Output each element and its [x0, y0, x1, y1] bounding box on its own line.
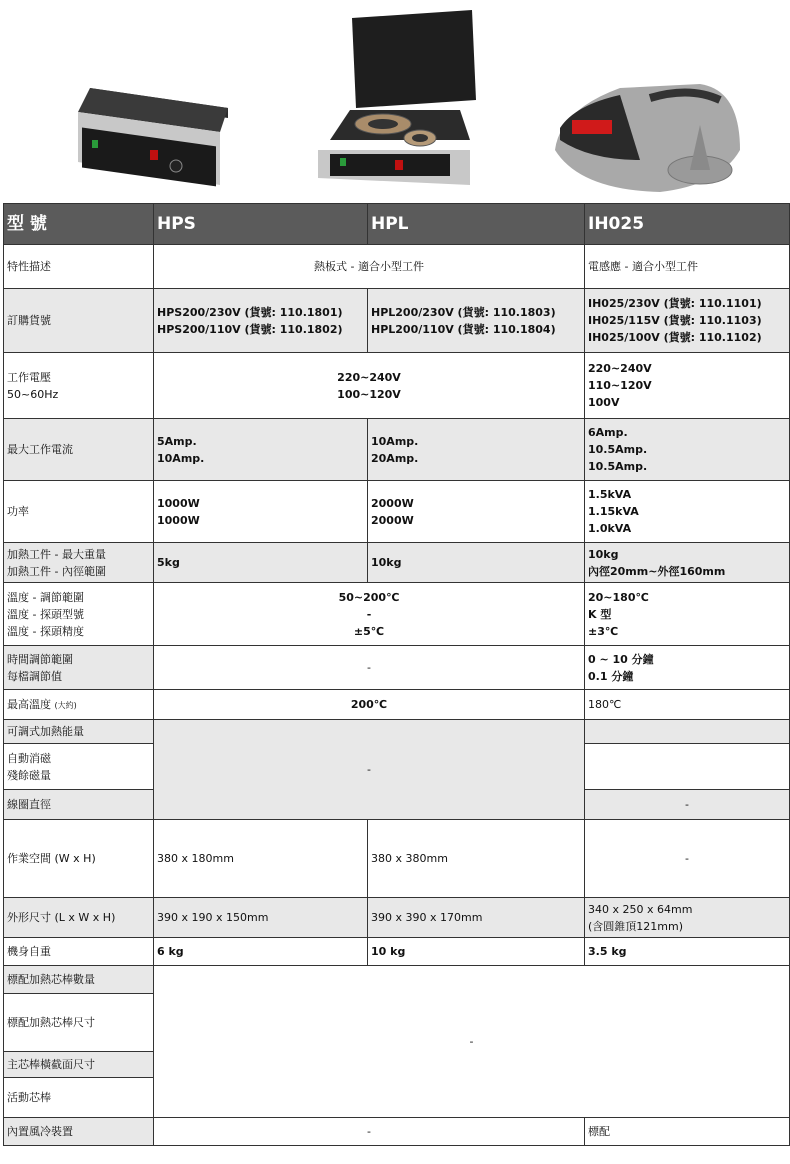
cell-hpl: HPL200/230V (貨號: 110.1803) HPL200/110V (貨號: 110.1804) [368, 289, 585, 353]
row-label: 自動消磁 殘餘磁量 [4, 744, 154, 790]
hps-product-image [78, 88, 228, 186]
cell-hps: 1000W 1000W [154, 481, 368, 543]
spec-table [3, 203, 790, 1146]
row-label: 可調式加熱能量 [4, 720, 154, 744]
row-self [4, 938, 790, 966]
ih025-product-image [555, 84, 740, 192]
cell-ih: 20~180℃ K 型 ±3℃ [585, 583, 790, 646]
cell-ih: 340 x 250 x 64mm (含圓錐頂121mm) [585, 898, 790, 938]
cell-hp: 220~240V 100~120V [154, 353, 585, 419]
row-label: 加熱工件 - 最大重量 加熱工件 - 內徑範圍 [4, 543, 154, 583]
row-temp [4, 583, 790, 646]
row-label: 主芯棒橫截面尺寸 [4, 1052, 154, 1078]
row-bars [4, 966, 790, 994]
cell-hpl: 10Amp. 20Amp. [368, 419, 585, 481]
cell-ih: 電感應 - 適合小型工件 [585, 245, 790, 289]
row-label: 溫度 - 調節範圍 溫度 - 探頭型號 溫度 - 探頭精度 [4, 583, 154, 646]
row-label: 最大工作電流 [4, 419, 154, 481]
cell-hp: - [154, 720, 585, 820]
cell-ih: - [585, 790, 790, 820]
cell-hp: 50~200℃ - ±5℃ [154, 583, 585, 646]
cell-hps: 6 kg [154, 938, 368, 966]
row-volt [4, 353, 790, 419]
cell-ih: 10kg 內徑20mm~外徑160mm [585, 543, 790, 583]
row-label: 外形尺寸 (L x W x H) [4, 898, 154, 938]
row-weight [4, 543, 790, 583]
cell-hpl: 10 kg [368, 938, 585, 966]
row-label: 內置風冷裝置 [4, 1118, 154, 1146]
cell-ih: 180℃ [585, 690, 790, 720]
row-label: 特性描述 [4, 245, 154, 289]
header-hpl: HPL [368, 204, 585, 245]
cell-all: - [154, 966, 790, 1118]
header-row [4, 204, 790, 245]
cell-hpl: 380 x 380mm [368, 820, 585, 898]
cell-ih: 0 ~ 10 分鐘 0.1 分鐘 [585, 646, 790, 690]
cell-ih [585, 744, 790, 790]
cell-ih [585, 720, 790, 744]
cell-ih: 標配 [585, 1118, 790, 1146]
cell-ih: 220~240V 110~120V 100V [585, 353, 790, 419]
hpl-product-image [318, 10, 476, 185]
cell-ih: - [585, 820, 790, 898]
row-label: 功率 [4, 481, 154, 543]
cell-hpl: 10kg [368, 543, 585, 583]
cell-ih: 6Amp. 10.5Amp. 10.5Amp. [585, 419, 790, 481]
row-label: 工作電壓 50~60Hz [4, 353, 154, 419]
row-label: 標配加熱芯棒尺寸 [4, 994, 154, 1052]
row-order [4, 289, 790, 353]
cell-hps: 390 x 190 x 150mm [154, 898, 368, 938]
cell-ih: 3.5 kg [585, 938, 790, 966]
row-label: 作業空間 (W x H) [4, 820, 154, 898]
row-label: 活動芯棒 [4, 1078, 154, 1118]
row-adjust [4, 720, 790, 744]
row-dim [4, 898, 790, 938]
header-label: 型 號 [4, 204, 154, 245]
header-hps: HPS [154, 204, 368, 245]
row-label: 時間調節範圍 每檔調節值 [4, 646, 154, 690]
cell-hpl: 2000W 2000W [368, 481, 585, 543]
row-fan [4, 1118, 790, 1146]
row-work [4, 820, 790, 898]
cell-ih: 1.5kVA 1.15kVA 1.0kVA [585, 481, 790, 543]
row-power [4, 481, 790, 543]
row-current [4, 419, 790, 481]
cell-hpl: 390 x 390 x 170mm [368, 898, 585, 938]
cell-hps: 5Amp. 10Amp. [154, 419, 368, 481]
header-ih025: IH025 [585, 204, 790, 245]
row-label: 訂購貨號 [4, 289, 154, 353]
cell-hp: 200℃ [154, 690, 585, 720]
row-time [4, 646, 790, 690]
cell-hp: - [154, 646, 585, 690]
row-label: 標配加熱芯棒數量 [4, 966, 154, 994]
row-desc [4, 245, 790, 289]
cell-hp: - [154, 1118, 585, 1146]
cell-hps: 380 x 180mm [154, 820, 368, 898]
cell-ih: IH025/230V (貨號: 110.1101) IH025/115V (貨號: 110.1103) IH025/100V (貨號: 110.1102) [585, 289, 790, 353]
product-photos [0, 0, 790, 200]
row-label: 最高溫度 (大約) [4, 690, 154, 720]
cell-hps: 5kg [154, 543, 368, 583]
row-maxtemp [4, 690, 790, 720]
cell-hps: HPS200/230V (貨號: 110.1801) HPS200/110V (貨號: 110.1802) [154, 289, 368, 353]
row-label: 線圈直徑 [4, 790, 154, 820]
row-label: 機身自重 [4, 938, 154, 966]
cell-hp: 熱板式 - 適合小型工件 [154, 245, 585, 289]
